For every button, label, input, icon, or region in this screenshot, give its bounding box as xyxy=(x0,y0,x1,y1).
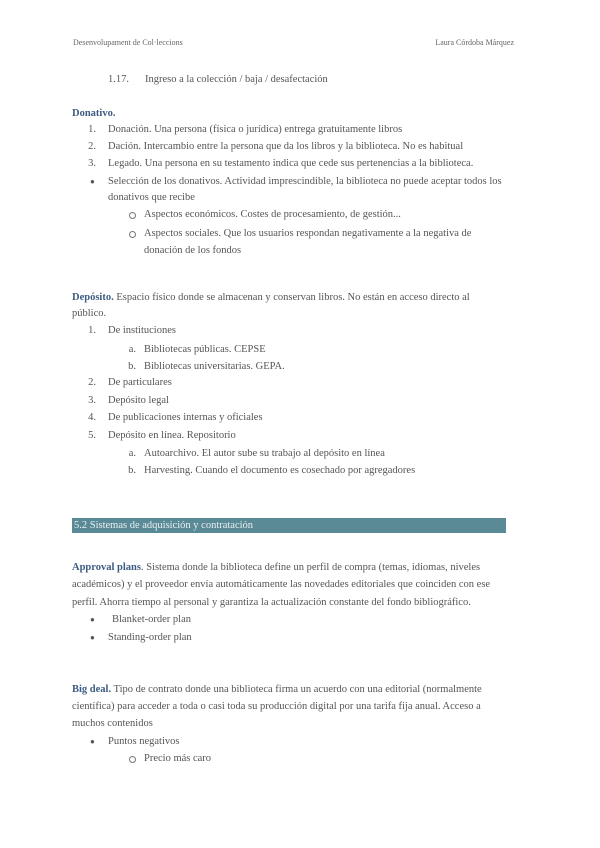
section-heading: 5.2 Sistemas de adquisición y contratación xyxy=(74,520,254,531)
donativo-item-2: Dación. Intercambio entre la persona que da los libros y la biblioteca. No es habitual xyxy=(108,141,464,152)
deposito-item-1: De instituciones xyxy=(108,325,176,336)
approval-line1 xyxy=(72,561,480,575)
deposito-marker-4: 4. xyxy=(88,412,96,423)
deposito-marker-5a: a. xyxy=(128,448,136,459)
donativo-marker-2: 2. xyxy=(88,141,96,152)
bigdeal-line3: muchos contenidos xyxy=(72,718,153,729)
deposito-text1: Espacio físico donde se almacenan y conservan libros. No están en acceso directo al xyxy=(116,292,470,303)
deposito-item-5b: Harvesting. Cuando el documento es cosechado por agregadores xyxy=(144,465,416,476)
donativo-sub2-circle-icon xyxy=(129,231,136,238)
approval-line2: académicos) y el proveedor envía automáticamente las novedades editoriales que coinciden con ese xyxy=(72,579,491,590)
deposito-line2: público. xyxy=(72,308,107,319)
donativo-sub2-line1: Aspectos sociales. Que los usuarios respondan negativamente a la negativa de xyxy=(144,228,472,239)
deposito-title: Depósito. xyxy=(72,292,114,303)
header-left: Desenvolupament de Col·leccions xyxy=(73,38,183,47)
deposito-item-1a: Bibliotecas públicas. CEPSE xyxy=(144,344,266,355)
deposito-marker-5b: b. xyxy=(128,465,136,476)
donativo-title: Donativo. xyxy=(72,108,116,119)
deposito-item-4: De publicaciones internas y oficiales xyxy=(108,412,263,423)
donativo-marker-3: 3. xyxy=(88,158,96,169)
deposito-marker-3: 3. xyxy=(88,395,96,406)
deposito-item-1b: Bibliotecas universitarias. GEPA. xyxy=(144,361,285,372)
approval-text1: . Sistema donde la biblioteca define un perfil de compra (temas, idiomas, niveles xyxy=(140,562,481,573)
deposito-marker-1b: b. xyxy=(128,361,136,372)
bigdeal-bullet1: Puntos negativos xyxy=(108,736,180,747)
deposito-item-5: Depósito en línea. Repositorio xyxy=(108,430,236,441)
approval-bullet2-icon: ● xyxy=(90,633,95,642)
donativo-sub2-line2: donación de los fondos xyxy=(144,245,242,256)
section-heading-band xyxy=(72,518,506,533)
bigdeal-bullet1-icon: ● xyxy=(90,737,95,746)
donativo-item-3: Legado. Una persona en su testamento indica que cede sus pertenencias a la biblioteca. xyxy=(108,158,474,169)
top-item-text: Ingreso a la colección / baja / desafectación xyxy=(145,74,328,85)
bigdeal-sub1: Precio más caro xyxy=(144,753,212,764)
approval-bullet2: Standing-order plan xyxy=(108,632,192,643)
donativo-bullet-line1: Selección de los donativos. Actividad imprescindible, la biblioteca no puede aceptar todos los xyxy=(108,176,502,187)
bigdeal-line2: científica) para acceder a toda o casi toda su producción digital por una tarifa fija anual. Acceso a xyxy=(72,701,481,712)
approval-bullet1: Blanket-order plan xyxy=(112,614,192,625)
approval-title: Approval plans xyxy=(72,562,141,573)
donativo-marker-1: 1. xyxy=(88,124,96,135)
bigdeal-line1 xyxy=(72,683,482,697)
bigdeal-text1: Tipo de contrato donde una biblioteca firma un acuerdo con una editorial (normalmente xyxy=(113,684,482,695)
deposito-item-3: Depósito legal xyxy=(108,395,169,406)
deposito-marker-1a: a. xyxy=(128,344,136,355)
deposito-marker-2: 2. xyxy=(88,377,96,388)
deposito-item-2: De particulares xyxy=(108,377,172,388)
deposito-item-5a: Autoarchivo. El autor sube su trabajo al depósito en línea xyxy=(144,448,385,459)
top-item-number: 1.17. xyxy=(108,74,129,85)
approval-line3: perfil. Ahorra tiempo al personal y garantiza la actualización constante del fondo bibliográfico. xyxy=(72,597,471,608)
header-right: Laura Córdoba Márquez xyxy=(435,38,514,47)
donativo-bullet-line2: donativos que recibe xyxy=(108,192,195,203)
deposito-marker-5: 5. xyxy=(88,430,96,441)
bigdeal-title: Big deal. xyxy=(72,684,112,695)
donativo-sub1-circle-icon xyxy=(129,212,136,219)
approval-bullet1-icon: ● xyxy=(90,615,95,624)
deposito-line1 xyxy=(72,291,470,305)
bigdeal-sub1-circle-icon xyxy=(129,756,136,763)
deposito-marker-1: 1. xyxy=(88,325,96,336)
donativo-sub1: Aspectos económicos. Costes de procesamiento, de gestión... xyxy=(144,209,401,220)
donativo-bullet-icon: ● xyxy=(90,177,95,186)
donativo-item-1: Donación. Una persona (física o jurídica) entrega gratuitamente libros xyxy=(108,124,403,135)
